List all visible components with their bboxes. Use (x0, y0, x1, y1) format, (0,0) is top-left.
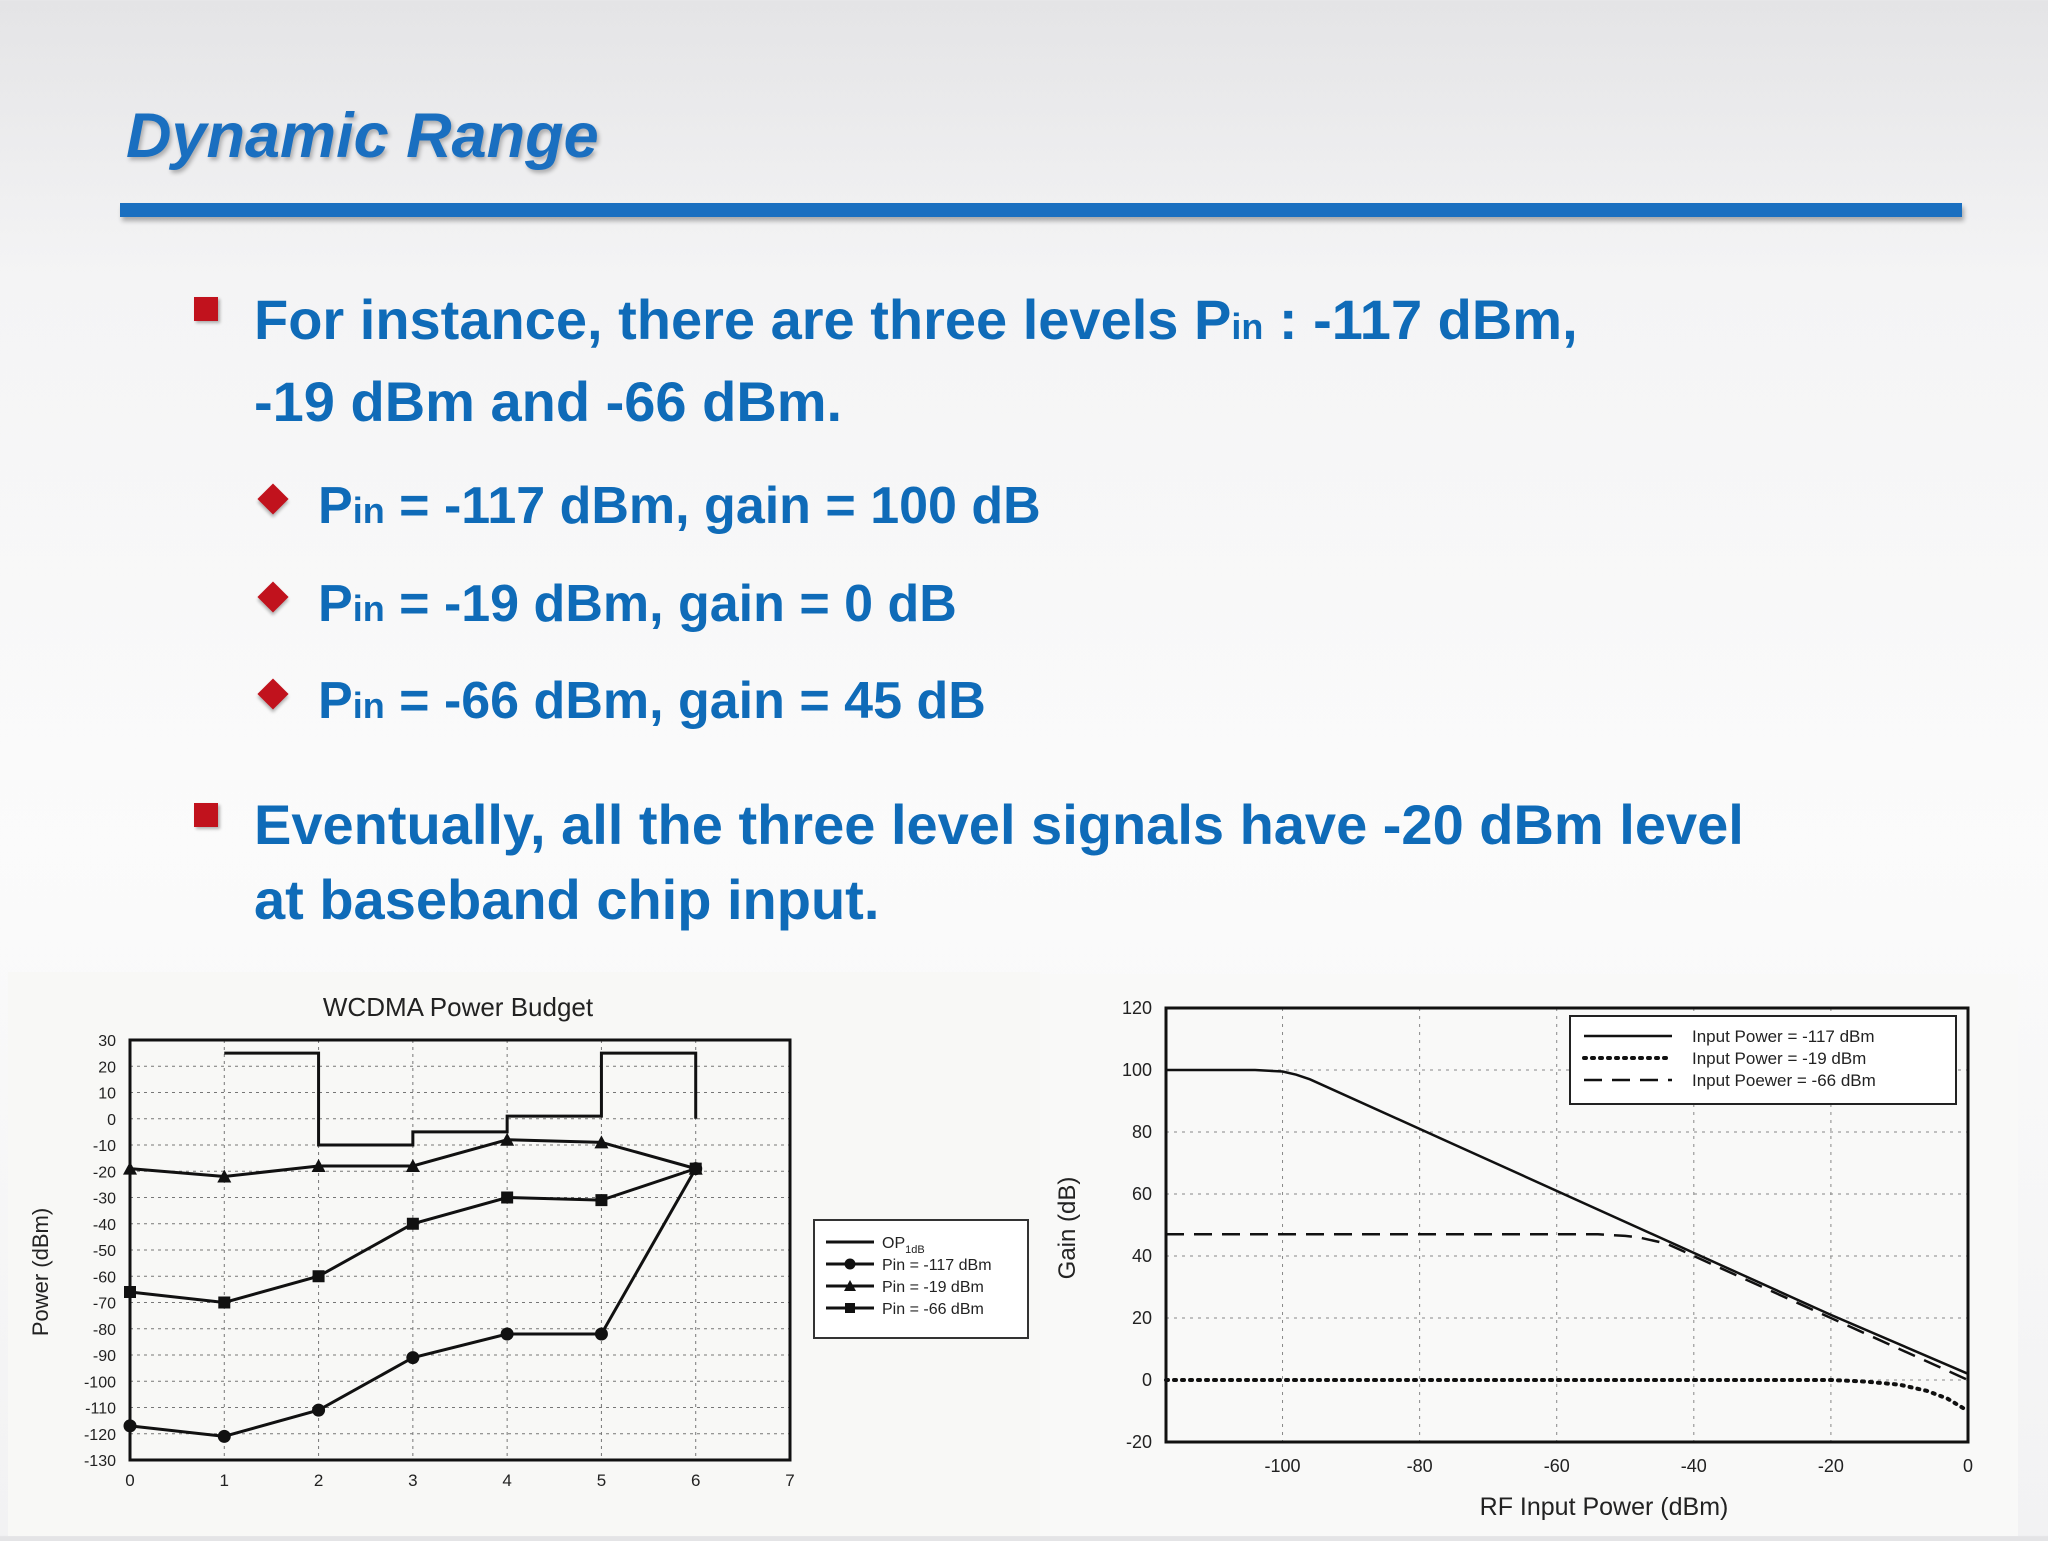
y-tick-label: 60 (1131, 1184, 1152, 1204)
bullet-square-icon (194, 297, 218, 321)
y-tick-label: 20 (1131, 1308, 1152, 1328)
x-axis-label: RF Input Power (dBm) (1479, 1493, 1729, 1521)
bullet-1-text-a: For instance, there are three levels P (254, 288, 1232, 351)
y-tick-label: -120 (83, 1426, 116, 1444)
data-point (501, 1328, 514, 1341)
y-tick-label: 80 (1131, 1122, 1152, 1142)
legend-label: $OP_{1dB}$ (882, 1235, 925, 1256)
y-tick-label: -40 (92, 1216, 116, 1234)
y-tick-label: 10 (98, 1085, 116, 1103)
y-tick-label: 0 (1141, 1370, 1152, 1390)
bullet-1-line-2: -19 dBm and -66 dBm. (254, 370, 843, 433)
y-tick-label: 20 (98, 1059, 116, 1077)
sub-bullet-3-text: = -66 dBm, gain = 45 dB (384, 672, 986, 730)
y-tick-label: -50 (92, 1243, 116, 1260)
y-tick-label: 0 (107, 1111, 116, 1129)
bullet-1-subscript: in (1231, 306, 1264, 347)
y-tick-label: 40 (1131, 1246, 1152, 1266)
legend-label: Pin = -19 dBm (882, 1279, 984, 1296)
sub-bullet-1-text: = -117 dBm, gain = 100 dB (384, 477, 1041, 535)
data-point (595, 1328, 608, 1341)
legend-label: Input Power = -19 dBm (1692, 1049, 1867, 1068)
y-tick-label: -70 (92, 1295, 116, 1313)
data-point (406, 1351, 419, 1364)
y-tick-label: -10 (92, 1138, 116, 1155)
x-tick-label: -40 (1680, 1456, 1707, 1476)
series-group (1166, 1070, 1968, 1411)
y-tick-label: -60 (92, 1269, 116, 1287)
grid (130, 1040, 790, 1460)
sub-bullet-2-subscript: in (352, 588, 385, 629)
sub-bullet-3 (318, 664, 986, 743)
y-axis-label: Gain (dB) (1054, 1176, 1081, 1280)
bullet-2-line-2: at baseband chip input. (254, 868, 880, 931)
data-point (501, 1192, 513, 1204)
data-point (124, 1419, 137, 1432)
gain-vs-input-power-chart (1040, 974, 2018, 1536)
y-tick-label: 30 (98, 1033, 116, 1050)
x-tick-label: 4 (502, 1471, 512, 1490)
data-point (313, 1270, 325, 1282)
sub-bullet-1-p: P (318, 477, 353, 535)
legend-label: Pin = -66 dBm (882, 1301, 984, 1318)
data-point (124, 1286, 136, 1298)
series-line (224, 1053, 695, 1145)
legend (1570, 1016, 1956, 1104)
y-tick-label: -90 (92, 1348, 116, 1365)
x-tick-label: 0 (125, 1471, 135, 1490)
sub-bullet-2-text: = -19 dBm, gain = 0 dB (384, 575, 957, 633)
bullet-diamond-icon (257, 483, 288, 514)
power-budget-plot (8, 972, 1040, 1536)
slide-title: Dynamic Range (126, 101, 599, 171)
y-tick-label: 120 (1121, 998, 1152, 1018)
legend-label: Input Poewer = -66 dBm (1692, 1071, 1876, 1090)
chart-title: WCDMA Power Budget (322, 992, 594, 1022)
data-point (218, 1297, 230, 1309)
data-point (218, 1430, 231, 1443)
bullet-square-icon (194, 803, 218, 827)
y-tick-label: -130 (83, 1453, 116, 1470)
bullet-1-text-b: : -117 dBm, (1263, 288, 1578, 351)
bullet-2 (254, 787, 1744, 937)
sub-bullet-2 (318, 567, 957, 646)
sub-bullet-3-p: P (318, 672, 353, 730)
y-axis-label: Power (dBm) (28, 1207, 53, 1337)
x-tick-label: -60 (1543, 1456, 1570, 1476)
x-tick-label: 2 (313, 1471, 324, 1490)
legend-marker (845, 1259, 856, 1270)
wcdma-power-budget-chart (8, 972, 1040, 1536)
data-point (407, 1218, 419, 1230)
x-tick-label: -100 (1264, 1456, 1301, 1476)
bullet-diamond-icon (257, 678, 288, 709)
x-tick-label: 7 (785, 1471, 795, 1490)
x-tick-label: 5 (596, 1471, 607, 1490)
sub-bullet-2-p: P (318, 575, 353, 633)
legend (814, 1220, 1028, 1338)
y-tick-label: -30 (92, 1190, 116, 1208)
series-line (1166, 1380, 1968, 1411)
sub-bullet-1 (318, 469, 1041, 548)
x-tick-label: 6 (690, 1471, 701, 1490)
y-tick-label: -20 (1125, 1432, 1152, 1452)
legend-marker (845, 1303, 855, 1313)
y-tick-label: -80 (92, 1321, 116, 1339)
legend-label: Input Power = -117 dBm (1692, 1027, 1875, 1046)
sub-bullet-3-subscript: in (352, 685, 385, 726)
data-point (312, 1404, 325, 1417)
x-tick-label: 0 (1962, 1456, 1974, 1476)
y-tick-label: 100 (1121, 1060, 1152, 1080)
y-tick-label: -100 (83, 1374, 116, 1392)
y-tick-label: -20 (92, 1164, 116, 1182)
axis-ticks (84, 1033, 795, 1490)
data-point (690, 1163, 702, 1175)
y-tick-label: -110 (85, 1400, 116, 1418)
series-line (1166, 1070, 1968, 1374)
bullet-diamond-icon (257, 581, 288, 612)
sub-bullet-1-subscript: in (352, 490, 385, 531)
x-tick-label: -20 (1817, 1456, 1844, 1476)
legend-label: Pin = -117 dBm (882, 1257, 992, 1274)
title-underline (120, 203, 1962, 217)
bullet-2-line-1: Eventually, all the three level signals have -20 dBm level (254, 793, 1744, 856)
data-point (595, 1194, 607, 1206)
gain-plot (1040, 974, 2018, 1536)
x-tick-label: 1 (219, 1471, 230, 1490)
x-tick-label: 3 (408, 1471, 418, 1490)
x-tick-label: -80 (1406, 1456, 1433, 1476)
bullet-1 (254, 282, 1578, 439)
